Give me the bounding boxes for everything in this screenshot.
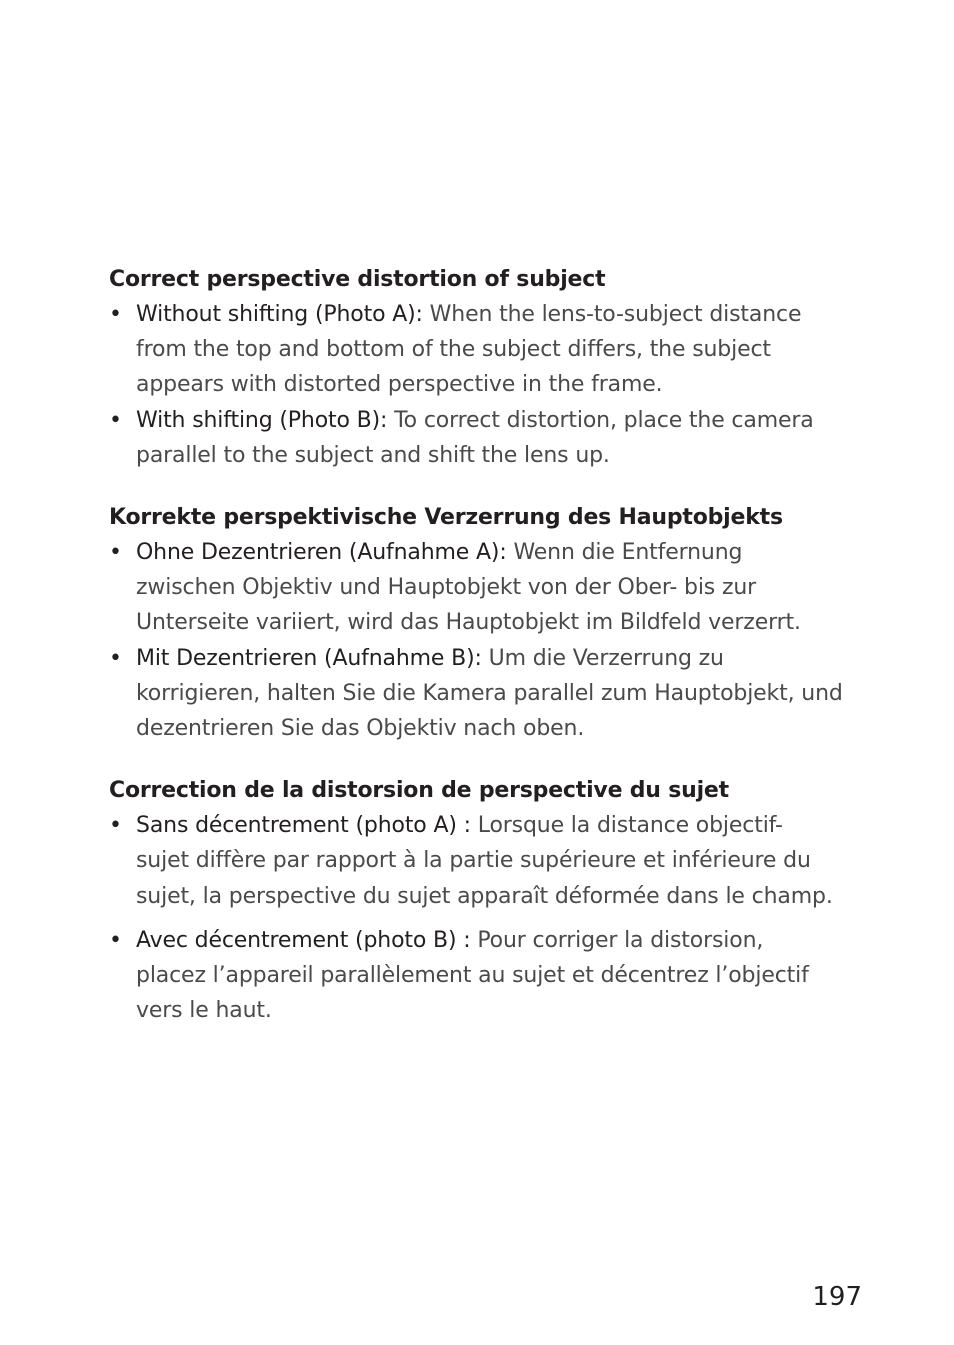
item-text: appears with distorted perspective in the frame. xyxy=(136,372,663,398)
list-item xyxy=(109,403,854,473)
item-lead: Mit Dezentrieren (Aufnahme B): xyxy=(136,645,482,671)
item-first-line xyxy=(136,923,854,958)
bullet-icon: • xyxy=(109,927,122,953)
item-text: parallel to the subject and shift the lens up. xyxy=(136,442,610,468)
item-lead: Sans décentrement (photo A) : xyxy=(136,813,471,839)
bullet-icon: • xyxy=(109,407,122,433)
section-heading: Korrekte perspektivische Verzerrung des Hauptobjekts xyxy=(109,505,783,531)
item-first-line xyxy=(136,297,854,332)
page-number: 197 xyxy=(812,1282,862,1312)
bullet-icon: • xyxy=(109,813,122,839)
section-heading: Correction de la distorsion de perspective du sujet xyxy=(109,778,729,804)
item-text: Wenn die Entfernung xyxy=(513,540,743,566)
section-heading: Correct perspective distortion of subject xyxy=(109,267,606,292)
item-text: To correct distortion, place the camera xyxy=(394,407,814,433)
item-text: zwischen Objektiv und Hauptobjekt von der Ober- bis zur xyxy=(136,575,757,601)
bullet-icon: • xyxy=(109,540,122,566)
item-first-line xyxy=(136,808,854,843)
item-text: sujet, la perspective du sujet apparaît déformée dans le champ. xyxy=(136,883,833,909)
section-english xyxy=(109,262,854,473)
list-item xyxy=(109,641,854,747)
item-text: Um die Verzerrung zu xyxy=(488,645,724,671)
bullet-list xyxy=(109,808,854,1028)
item-text: sujet diffère par rapport à la partie supérieure et inférieure du xyxy=(136,848,811,874)
item-text: Pour corriger la distorsion, xyxy=(477,927,764,953)
item-lead: Ohne Dezentrieren (Aufnahme A): xyxy=(136,540,507,566)
section-german xyxy=(109,500,854,746)
item-text: korrigieren, halten Sie die Kamera parallel zum Hauptobjekt, und xyxy=(136,680,843,706)
list-item xyxy=(109,923,854,1029)
item-lead: Avec décentrement (photo B) : xyxy=(136,927,471,953)
item-first-line xyxy=(136,403,854,438)
item-lead: Without shifting (Photo A): xyxy=(136,302,423,327)
item-lead: With shifting (Photo B): xyxy=(136,407,388,433)
item-text: vers le haut. xyxy=(136,998,272,1024)
list-item xyxy=(109,535,854,641)
item-text: dezentrieren Sie das Objektiv nach oben. xyxy=(136,716,585,742)
list-item xyxy=(109,808,854,914)
bullet-icon: • xyxy=(109,302,122,327)
item-first-line xyxy=(136,641,854,676)
list-item xyxy=(109,297,854,403)
bullet-list xyxy=(109,535,854,746)
item-first-line xyxy=(136,535,854,570)
item-text: Unterseite variiert, wird das Hauptobjekt im Bildfeld verzerrt. xyxy=(136,610,801,636)
page-content xyxy=(109,262,854,1055)
section-french xyxy=(109,773,854,1028)
bullet-list xyxy=(109,297,854,473)
item-text: placez l’appareil parallèlement au sujet et décentrez l’objectif xyxy=(136,963,809,989)
bullet-icon: • xyxy=(109,645,122,671)
item-text: Lorsque la distance objectif- xyxy=(477,813,783,839)
item-text: from the top and bottom of the subject differs, the subject xyxy=(136,337,771,363)
item-text: When the lens-to-subject distance xyxy=(429,302,802,327)
